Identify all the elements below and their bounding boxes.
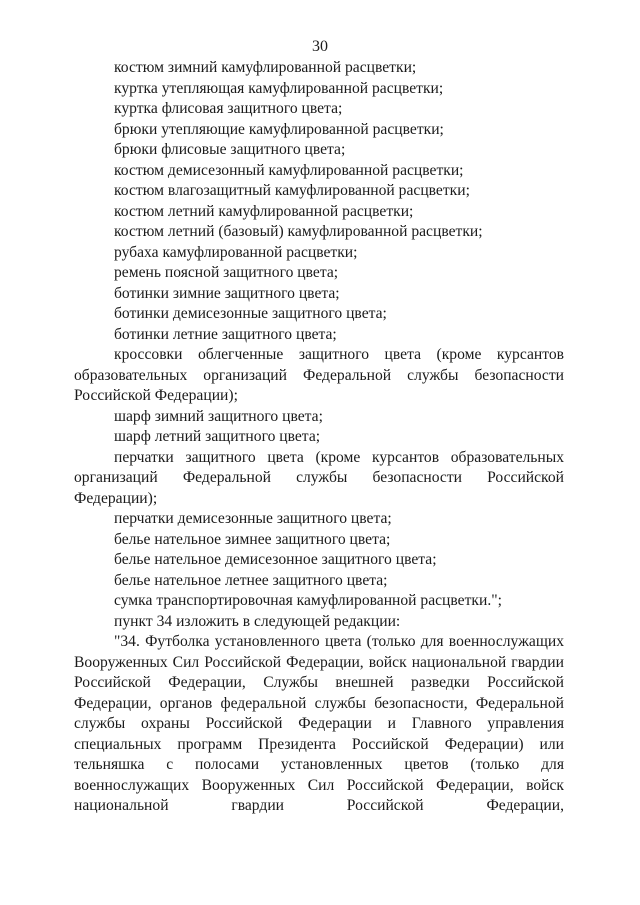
list-item: белье нательное демисезонное защитного цвета;	[114, 551, 437, 568]
list-item: костюм демисезонный камуфлированной расцветки;	[114, 161, 464, 179]
list-item: ремень поясной защитного цвета;	[114, 264, 339, 281]
list-item: брюки флисовые защитного цвета;	[114, 141, 346, 158]
list-item: ботинки летние защитного цвета;	[114, 325, 337, 343]
list-item: костюм летний (базовый) камуфлированной расцветки;	[114, 223, 483, 240]
list-item: сумка транспортировочная камуфлированной расцветки.";	[114, 592, 502, 609]
page-number: 30	[312, 38, 328, 55]
amendment-instruction: пункт 34 изложить в следующей редакции:	[114, 612, 401, 630]
list-item: костюм зимний камуфлированной расцветки;	[114, 59, 417, 76]
item-34-paragraph: "34. Футболка установленного цвета (только для военнослужащих Вооруженных Сил Российской Федерации, войск национальной гвардии Российской Федерации, Службы внешней разведки Российской Федерации, органов федеральной службы безопасности, Федеральной службы охраны Российской Федерации и Главного управления специальных программ Президента Российской Федерации) или тельняшка с полосами установленных цветов (только для военнослужащих Вооруженных Сил Российской Федерации, войск национальной гвардии Российской Федерации,	[74, 633, 564, 814]
document-body	[74, 58, 564, 817]
list-item: белье нательное зимнее защитного цвета;	[114, 530, 391, 548]
sneakers-paragraph: кроссовки облегченные защитного цвета (кроме курсантов образовательных организаций Федеральной службы безопасности Российской Федерации);	[74, 346, 564, 404]
list-item: куртка флисовая защитного цвета;	[114, 100, 343, 117]
list-item: шарф зимний защитного цвета;	[114, 407, 323, 425]
list-item: куртка утепляющая камуфлированной расцветки;	[114, 79, 444, 97]
list-item: ботинки зимние защитного цвета;	[114, 284, 340, 302]
list-item: рубаха камуфлированной расцветки;	[114, 243, 358, 261]
list-item: перчатки демисезонные защитного цвета;	[114, 510, 392, 527]
list-item: ботинки демисезонные защитного цвета;	[114, 305, 387, 322]
list-item: костюм летний камуфлированной расцветки;	[114, 202, 414, 220]
list-item: брюки утепляющие камуфлированной расцветки;	[114, 120, 444, 138]
list-item: белье нательное летнее защитного цвета;	[114, 571, 388, 589]
gloves-paragraph: перчатки защитного цвета (кроме курсантов образовательных организаций Федеральной службы безопасности Российской Федерации);	[74, 448, 564, 507]
list-item: шарф летний защитного цвета;	[114, 428, 321, 445]
list-item: костюм влагозащитный камуфлированной расцветки;	[114, 182, 470, 199]
